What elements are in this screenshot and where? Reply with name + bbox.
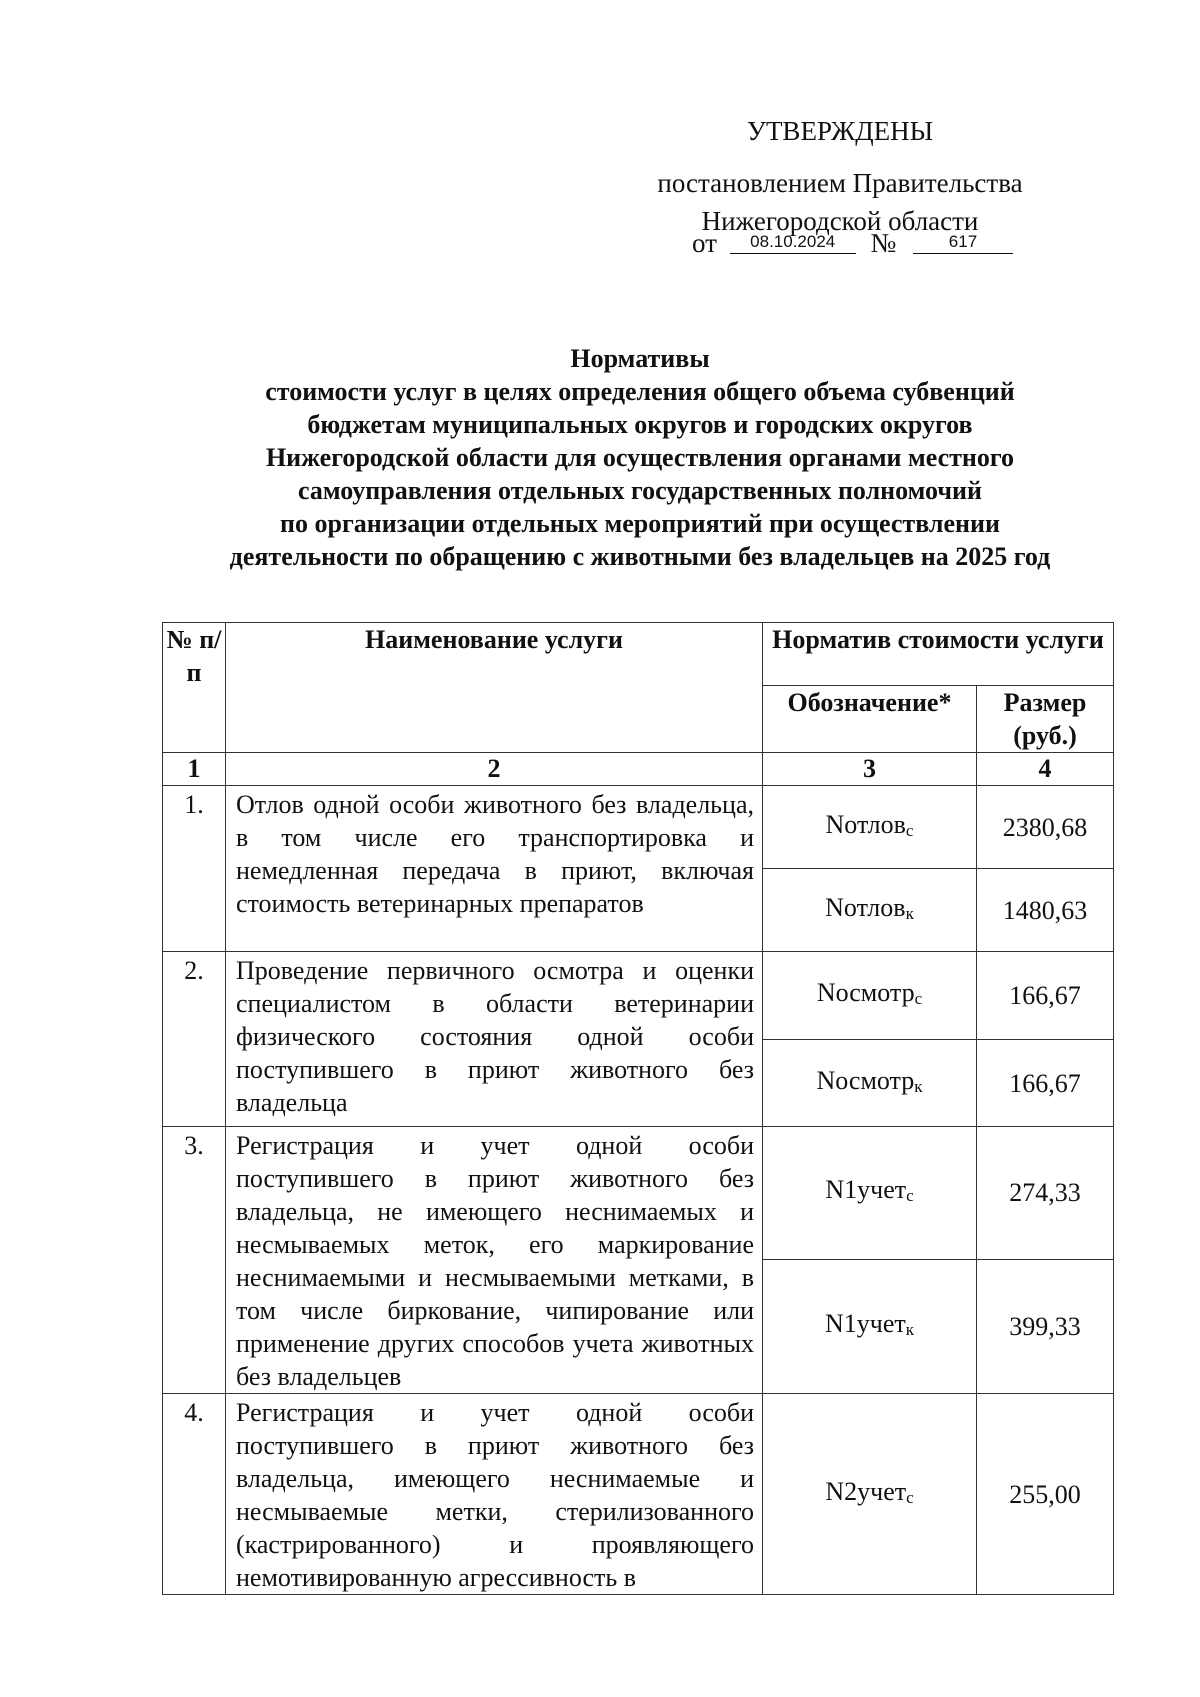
row-description: Отлов одной особи животного без владельца, в том числе его транспортировка и немедленная передача в приют, включая стоимость ветеринарных препаратов (226, 786, 763, 952)
row-description: Проведение первичного осмотра и оценки специалистом в области ветеринарии физического состояния одной особи поступившего в приют животного без владельца (226, 952, 763, 1127)
title-line-4: самоуправления отдельных государственных полномочий (298, 476, 982, 505)
header-norm: Норматив стоимости услуги (763, 623, 1114, 686)
title-line-1: стоимости услуг в целях определения общего объема субвенций (265, 377, 1015, 406)
header-name: Наименование услуги (226, 623, 763, 753)
column-number: 4 (977, 753, 1114, 786)
document-title (160, 342, 1120, 573)
norm-code-text: Nотлов (825, 892, 906, 922)
approval-line-1: постановлением Правительства (657, 168, 1023, 198)
table-row (163, 1394, 1114, 1595)
approval-date-line (692, 228, 1013, 259)
norm-code (763, 1127, 977, 1260)
row-description: Регистрация и учет одной особи поступившего в приют животного без владельца, имеющего неснимаемые и несмываемые метки, стерилизованного (кастрированного) и проявляющего немотивированную агрессивность в (226, 1394, 763, 1595)
norm-value: 274,33 (977, 1127, 1114, 1260)
norm-code-sub: с (914, 989, 923, 1008)
approval-number: 617 (913, 233, 1013, 254)
norm-code-text: N2учет (825, 1476, 907, 1506)
row-index: 4. (163, 1394, 226, 1595)
approval-date: 08.10.2024 (730, 233, 856, 254)
norm-code (763, 952, 977, 1040)
number-label: № (870, 228, 897, 258)
title-line-3: Нижегородской области для осуществления органами местного (265, 443, 1015, 472)
title-line-5: по организации отдельных мероприятий при осуществлении (280, 509, 1000, 538)
norm-code-text: Nотлов (825, 809, 906, 839)
title-line-6: деятельности по обращению с животными без владельцев на 2025 год (229, 542, 1051, 571)
norm-code (763, 1040, 977, 1127)
norms-table (162, 622, 1114, 1595)
norm-code-text: Nосмотр (816, 978, 915, 1007)
norm-code (763, 786, 977, 869)
from-label: от (692, 228, 717, 258)
column-number: 2 (226, 753, 763, 786)
header-designation: Обозначение* (763, 686, 977, 753)
approval-line-2: Нижегородской области (701, 206, 979, 236)
norm-code-sub: с (905, 820, 914, 840)
norm-value: 255,00 (977, 1394, 1114, 1595)
norm-code-sub: с (906, 1186, 914, 1206)
row-index: 2. (163, 952, 226, 1127)
column-number: 1 (163, 753, 226, 786)
header-row-1 (163, 623, 1114, 686)
norm-code-text: N1учет (824, 1308, 906, 1338)
norm-code-sub: к (905, 903, 914, 923)
table-row (163, 786, 1114, 869)
norm-code (763, 1394, 977, 1595)
norm-code (763, 869, 977, 952)
norm-value: 166,67 (977, 1040, 1114, 1127)
norm-code-sub: с (906, 1487, 914, 1507)
norm-value: 2380,68 (977, 786, 1114, 869)
row-index: 3. (163, 1127, 226, 1394)
column-number: 3 (763, 753, 977, 786)
norm-code-sub: к (914, 1076, 923, 1096)
norm-value: 399,33 (977, 1259, 1114, 1393)
norm-code (763, 1259, 977, 1393)
column-number-row (163, 753, 1114, 786)
table-row (163, 952, 1114, 1040)
row-description: Регистрация и учет одной особи поступившего в приют животного без владельца, не имеющего неснимаемых и несмываемых меток, его маркирование неснимаемыми и несмываемыми метками, в том числе биркование, чипирование или применение других способов учета животных без владельцев (226, 1127, 763, 1394)
title-heading: Нормативы (570, 344, 710, 373)
table-row (163, 1127, 1114, 1260)
header-size: Размер (руб.) (977, 686, 1114, 753)
approval-heading: УТВЕРЖДЕНЫ (746, 116, 934, 146)
approval-block (640, 112, 1040, 240)
norm-value: 1480,63 (977, 869, 1114, 952)
norm-code-text: Nосмотр (816, 1065, 915, 1095)
norm-code-text: N1учет (825, 1175, 907, 1205)
title-line-2: бюджетам муниципальных округов и городских округов (307, 410, 973, 439)
norm-value: 166,67 (977, 952, 1114, 1040)
header-num: № п/п (163, 623, 226, 753)
norm-code-sub: к (905, 1319, 915, 1339)
row-index: 1. (163, 786, 226, 952)
